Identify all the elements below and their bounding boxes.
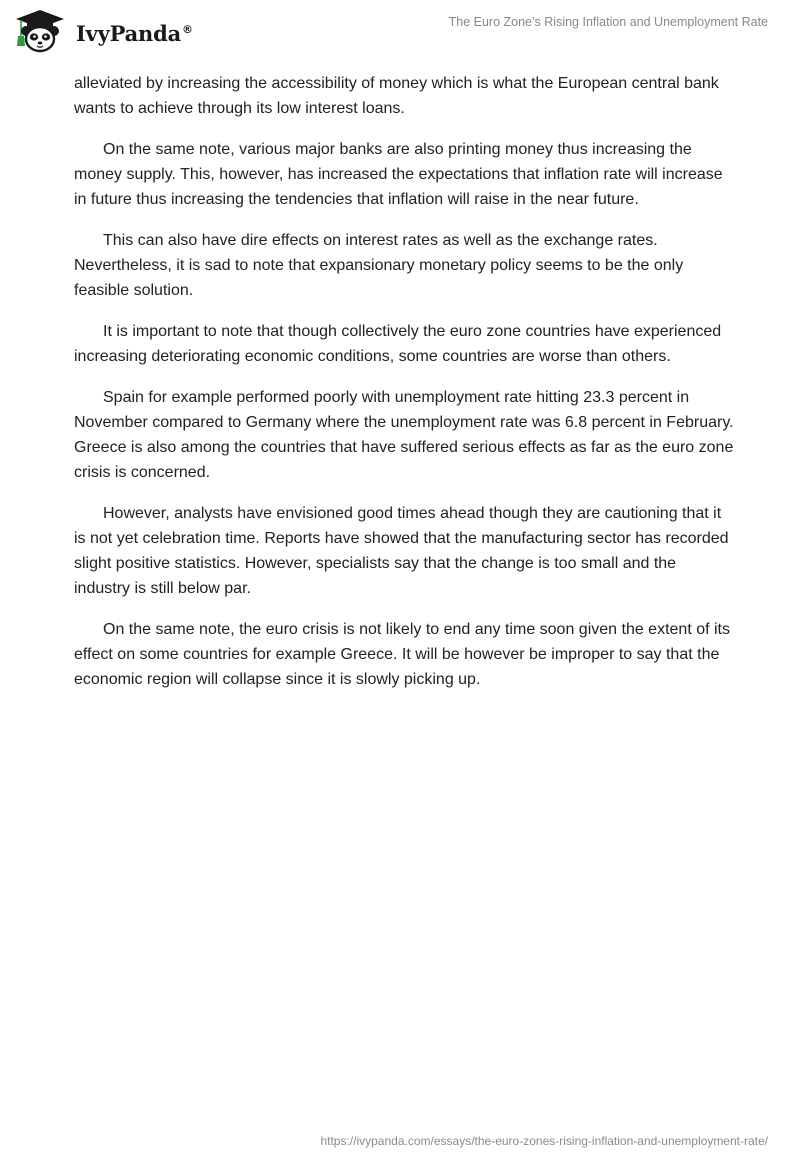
source-url-link[interactable]: https://ivypanda.com/essays/the-euro-zones-rising-inflation-and-unemployment-rate/ (320, 1134, 768, 1148)
paragraph: On the same note, the euro crisis is not likely to end any time soon given the extent of its effect on some countries for example Greece. It will be however be improper to say that the economic region will collapse since it is slowly picking up. (74, 621, 730, 688)
brand-name: IvyPanda® (76, 20, 193, 46)
paragraph: It is important to note that though collectively the euro zone countries have experienced increasing deteriorating economic conditions, some countries are worse than others. (74, 323, 722, 365)
running-title: The Euro Zone’s Rising Inflation and Unemployment Rate (448, 15, 768, 29)
ivypanda-logo[interactable] (14, 8, 193, 54)
paragraph: However, analysts have envisioned good times ahead though they are cautioning that it is not yet celebration time. Reports have showed that the manufacturing sector has recorded slight positive statistics. However, specialists say that the change is too small and the industry is still below par. (74, 505, 729, 597)
registered-mark: ® (182, 22, 193, 36)
paragraph: This can also have dire effects on interest rates as well as the exchange rates. Nevertheless, it is sad to note that expansionary monetary policy seems to be the only feasible solution. (74, 232, 684, 299)
panda-graduate-icon (14, 8, 66, 54)
paragraph: Spain for example performed poorly with unemployment rate hitting 23.3 percent in November compared to Germany where the unemployment rate was 6.8 percent in February. Greece is also among the countries that have suffered serious effects as far as the euro zone crisis is concerned. (74, 389, 734, 481)
page-header (0, 0, 800, 60)
paragraph: alleviated by increasing the accessibility of money which is what the European central bank wants to achieve through its low interest loans. (74, 75, 719, 117)
paragraph: On the same note, various major banks are also printing money thus increasing the money supply. This, however, has increased the expectations that inflation rate will increase in future thus increasing the tendencies that inflation will raise in the near future. (74, 141, 723, 208)
essay-body (74, 71, 734, 708)
